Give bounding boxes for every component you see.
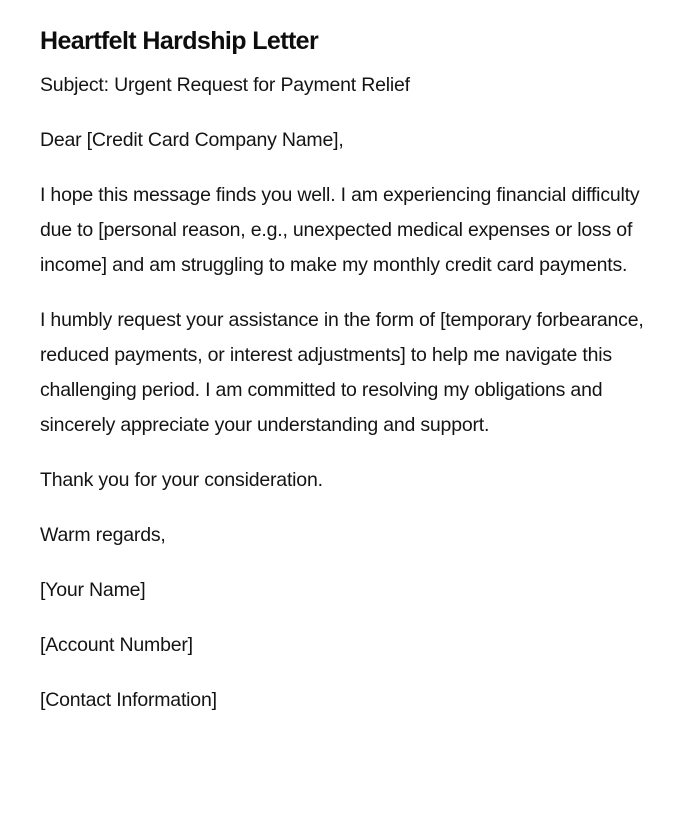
letter-closing: Warm regards, [40,524,166,546]
letter-body-paragraph-1: I hope this message finds you well. I am experiencing financial difficulty due to [personal reason, e.g., unexpected medical expenses or loss of income] and am struggling to make my monthly credit card payments. [40,184,640,276]
letter-subject: Subject: Urgent Request for Payment Relief [40,74,410,96]
letter-title: Heartfelt Hardship Letter [40,27,319,55]
letter-salutation: Dear [Credit Card Company Name], [40,129,344,151]
letter-body-paragraph-2: I humbly request your assistance in the form of [temporary forbearance, reduced payments, or interest adjustments] to help me navigate this challenging period. I am committed to resolving my obligations and sincerely appreciate your understanding and support. [40,309,644,436]
signature-name: [Your Name] [40,579,146,601]
signature-account-number: [Account Number] [40,634,193,656]
letter-thanks: Thank you for your consideration. [40,469,323,491]
signature-contact-information: [Contact Information] [40,689,217,711]
